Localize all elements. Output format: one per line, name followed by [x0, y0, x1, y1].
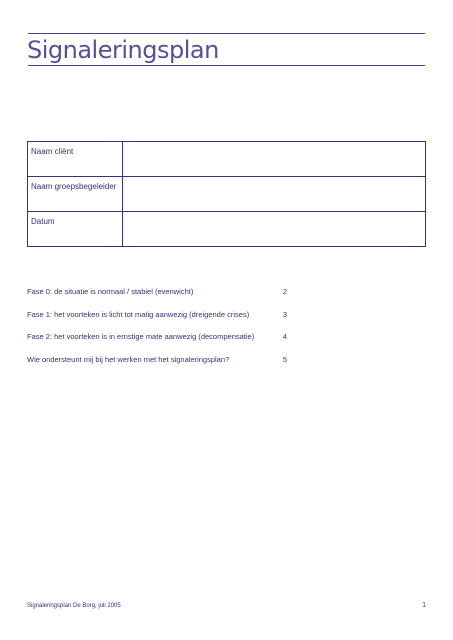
header-rule-bottom	[28, 65, 425, 66]
client-name-label: Naam cliënt	[28, 142, 123, 177]
client-info-table	[27, 141, 426, 247]
table-row	[28, 212, 426, 247]
toc-item-fase-1[interactable]	[27, 310, 287, 322]
toc-item-page: 2	[282, 287, 287, 296]
group-supervisor-field[interactable]	[123, 177, 426, 212]
footer-page-number: 1	[422, 602, 426, 609]
toc-item-page: 4	[282, 332, 287, 341]
toc-item-fase-0[interactable]	[27, 287, 287, 299]
group-supervisor-label: Naam groepsbegeleider	[28, 177, 123, 212]
toc-item-title: Fase 2: het voorteken is in ernstige mate aanwezig (decompensatie)	[27, 332, 255, 341]
header-rule-top	[28, 33, 425, 34]
toc-item-fase-2[interactable]	[27, 332, 287, 344]
page-title: Signaleringsplan	[27, 36, 219, 64]
table-of-contents	[27, 287, 287, 377]
table-row	[28, 177, 426, 212]
client-name-field[interactable]	[123, 142, 426, 177]
table-row	[28, 142, 426, 177]
toc-item-page: 3	[282, 309, 287, 319]
date-field[interactable]	[123, 212, 426, 247]
toc-item-title: Fase 0: de situatie is normaal / stabiel (evenwicht)	[27, 287, 194, 296]
toc-item-page: 5	[282, 354, 287, 364]
toc-item-support[interactable]	[27, 355, 287, 367]
toc-item-title: Fase 1: het voorteken is licht tot matig aanwezig (dreigende crises)	[27, 309, 250, 319]
toc-item-title: Wie ondersteunt mij bij het werken met het signaleringsplan?	[27, 354, 230, 364]
footer-document-info: Signaleringsplan De Borg, juli 2005	[27, 603, 121, 609]
date-label: Datum	[28, 212, 123, 247]
